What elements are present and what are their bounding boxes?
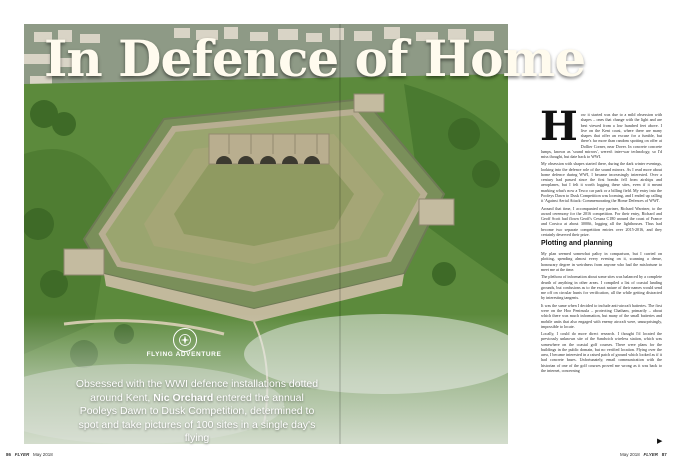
article-paragraph: The plethora of information about some sites was balanced by a complete dearth of anything in other areas. I compiled a list of coastal landing grounds, but confusions as to the exact nature of their names would send me off on circular hunts for verification, all the while getting distracted by interesting tangents. bbox=[541, 274, 662, 301]
standfirst-part1: Obsessed with the WWI defence installations dotted around Kent, bbox=[75, 378, 319, 404]
article-paragraph: My obsession with shapes started there, during the dark winter evenings, looking into the defence role of the sound mirrors. As I read more about home defence during WWI, I became increasingly interested. Over a century had passed since the first bombs fell from airships and aeroplanes, but I felt it worth logging these sites, even if it meant marking what's now a Tesco car park or a billing field. My entry into the Pooleys Dawn to Dusk Competition was looming, and I ended up calling it 'Against Aerial Attack: Commemorating the Home Defences of WWI'. bbox=[541, 161, 662, 204]
footer-right bbox=[620, 452, 667, 457]
flying-adventure-badge bbox=[173, 328, 197, 352]
compass-icon bbox=[178, 333, 192, 347]
intro-paragraph-wrap bbox=[540, 103, 662, 159]
subhead: Plotting and planning bbox=[541, 240, 613, 248]
right-issue-date: May 2018 bbox=[620, 452, 640, 457]
standfirst bbox=[72, 378, 322, 446]
dropcap: H bbox=[540, 103, 578, 150]
article-column bbox=[540, 103, 662, 375]
author-name: Nic Orchard bbox=[153, 391, 214, 404]
article-paragraph: Around that time, I accompanied my partner, Richard Warriner, to the award ceremony for the 2016 competition. For their entry, Richard and Geoff Scott had flown Geoff's Cessna C180 around the coast of France and Corsica at about 3000ft, logging all the lighthouses. Thus had become two separate competition entries over 2015-2016, and they certainly deserved their prize. bbox=[541, 205, 662, 237]
left-page-number: 86 bbox=[6, 452, 12, 457]
article-paragraph: My plan seemed somewhat paltry in comparison, but I carried on plotting, spending almost every evening on it, scanning a dense, honourary degree in weirdness from anyone who had the misfortune to meet me at the time. bbox=[541, 251, 662, 272]
article-paragraph: ow it started was due to a mild obsession with shapes – ones that change with the light and are best viewed from a low hundred feet above. I live on the Kent coast, where there are many shapes that offer an excuse for a fumble, but there's far more than random spotting on offer at Dollier Corner, near Dover. In concrete concrete lumps, known as 'sound mirrors', weren't inter-war technology, so I'd miss thought, but date back to WWI. bbox=[541, 112, 662, 159]
article-paragraph: It was the same when I decided to include anti-aircraft batteries. The first were on the Hoo Peninsula – protecting Chatham, primarily – about which there was much information, but many of the small batteries and mobile units that also engaged with enemy aircraft were, unsurprisingly, impossible to locate. bbox=[541, 302, 662, 329]
category-label: FLYING ADVENTURE bbox=[146, 351, 222, 358]
right-page-number: 87 bbox=[661, 452, 667, 457]
triangle-right-icon: ▶ bbox=[657, 437, 663, 445]
left-issue-date: May 2018 bbox=[32, 452, 53, 457]
left-magazine-name: FLYER bbox=[14, 452, 30, 457]
headline: In Defence of Home bbox=[44, 29, 586, 88]
article-paragraph: Locally, I could do more direct research. I thought I'd located the previously unknown site of the Sandwich wireless station, which was somewhere on the coastal golf courses. There were plans for the buildings in the public domain, but no verified location. Flying over the area, I became interested in a raised patch of ground which looked as if it had concrete bases. Unfortunately, email communication with the historian of one of the golf courses proved me wrong as it was back to the internet, concerning bbox=[541, 331, 662, 373]
standfirst-part2: entered the annual Pooleys Dawn to Dusk Competition, determined to spot and take pictures of 100 sites in a single day's flying bbox=[78, 391, 316, 444]
footer-left bbox=[6, 452, 53, 457]
right-magazine-name: FLYER bbox=[643, 452, 658, 457]
